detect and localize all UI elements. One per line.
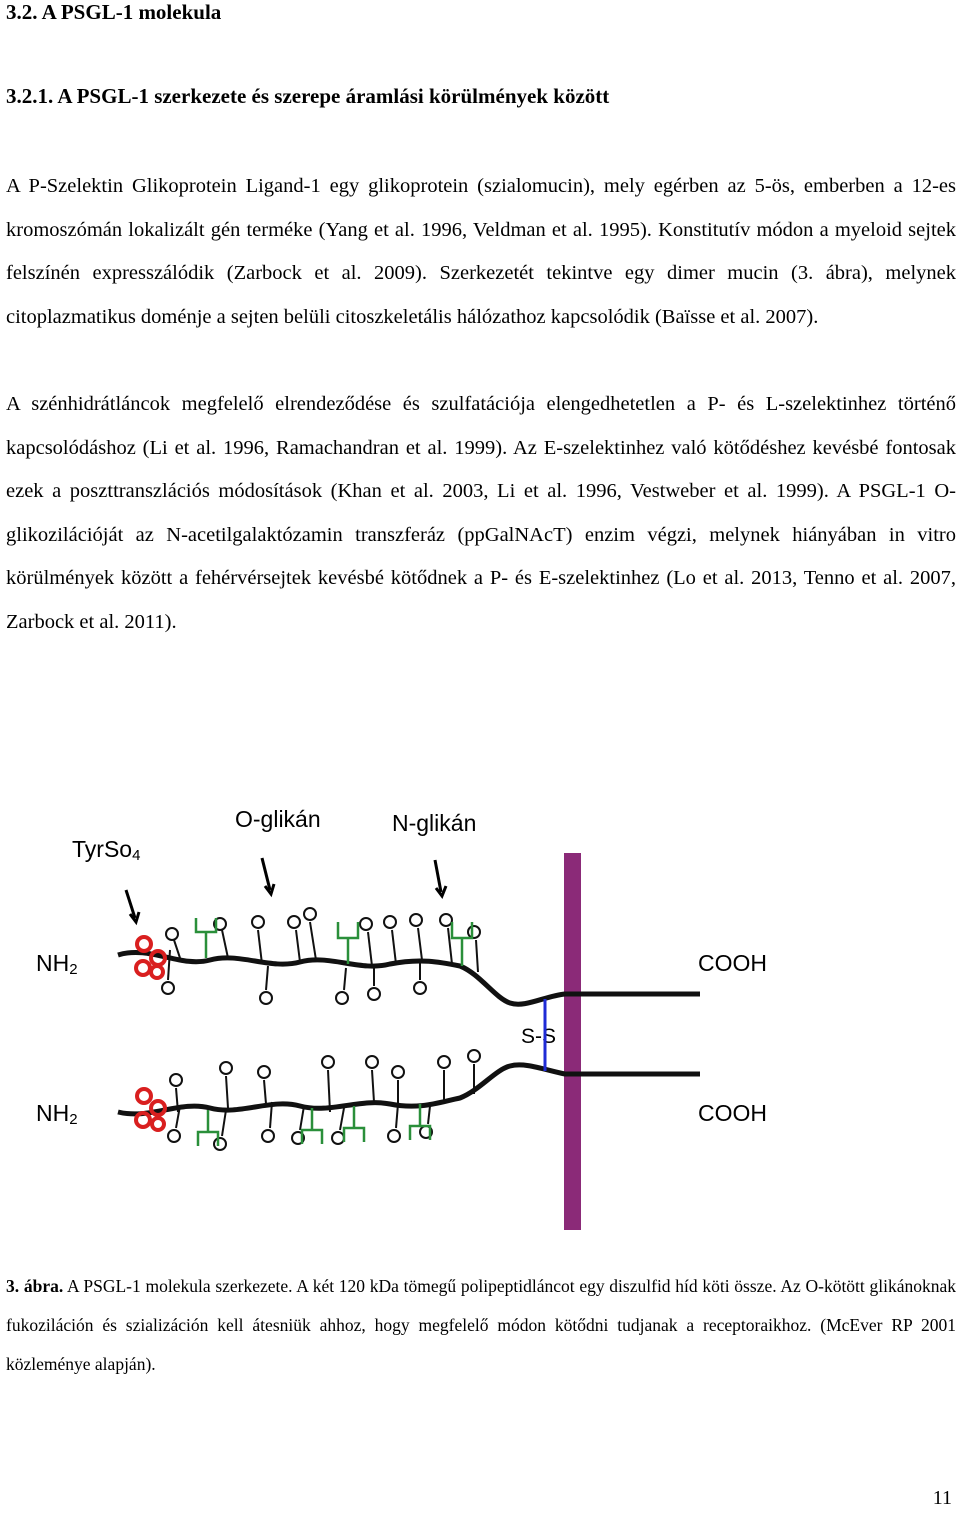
label-n-glycan: N-glikán (392, 810, 477, 836)
label-nh2-bottom: $NH_2$ (36, 1100, 78, 1128)
membrane-bar (564, 853, 581, 1230)
label-nh2-top: $NH_2$ (36, 950, 78, 978)
subsection-heading: 3.2.1. A PSGL-1 szerkezete és szerepe áramlási körülmények között (6, 84, 610, 108)
label-o-glycan: O-glikán (235, 806, 321, 832)
chain-bottom (118, 1065, 700, 1114)
figure-caption (6, 1267, 956, 1384)
arrow-o-glycan (262, 858, 270, 890)
paragraph-glycosylation: A szénhidrátláncok megfelelő elrendeződése és szulfatációja elengedhetetlen a P- és L-szelektinhez történő kapcsolódáshoz (Li et al. 1996, Ramachandran et al. 1999). Az E-szelektinhez való kötődéshez kevésbé fontosak ezek a poszttranszlációs módosítások (Khan et al. 2003, Li et al. 1996, Vestweber et al. 1999). A PSGL-1 O-glikozilációját az N-acetilgalaktózamin transzferáz (ppGalNAcT) enzim végzi, melynek hiányában in vitro körülmények között a fehérvérsejtek kevésbé kötődnek a P- és E-szelektinhez (Lo et al. 2013, Tenno et al. 2007, Zarbock et al. 2011). (6, 393, 956, 633)
label-cooh-top: COOH (698, 950, 767, 976)
label-cooh-bottom: COOH (698, 1100, 767, 1126)
section-heading: 3.2. A PSGL-1 molekula (6, 0, 222, 24)
chain-top (118, 952, 700, 1004)
caption-label: 3. ábra. (6, 1276, 64, 1296)
arrow-n-glycan (435, 860, 441, 892)
label-disulfide: S-S (521, 1025, 557, 1048)
o-glycans-top-lower (162, 950, 426, 1004)
caption-text: A PSGL-1 molekula szerkezete. A két 120 kDa tömegű polipeptidláncot egy diszulfid híd köti össze. Az O-kötött glikánoknak fukoziláción és szializáción kell átesniük ahhoz, hogy megfelelő módon kötődni tudjanak a receptoraikhoz. (McEver RP 2001 közleménye alapján). (6, 1276, 957, 1374)
psgl1-structure-diagram (0, 790, 960, 1250)
paragraph-intro: A P-Szelektin Glikoprotein Ligand-1 egy glikoprotein (szialomucin), mely egérben az 5-ös, emberben a 12-es kromoszómán lokalizált gén terméke (Yang et al. 1996, Veldman et al. 1995). Konstitutív módon a myeloid sejtek felszínén expresszálódik (Zarbock et al. 2009). Szerkezetét tekintve egy dimer mucin (3. ábra), melynek citoplazmatikus doménje a sejten belüli citoszkeletális hálózathoz kapcsolódik (Baïsse et al. 2007). (6, 175, 956, 328)
page-number: 11 (932, 1487, 952, 1509)
label-tyrso4: TyrSo$_4$ (72, 836, 141, 864)
